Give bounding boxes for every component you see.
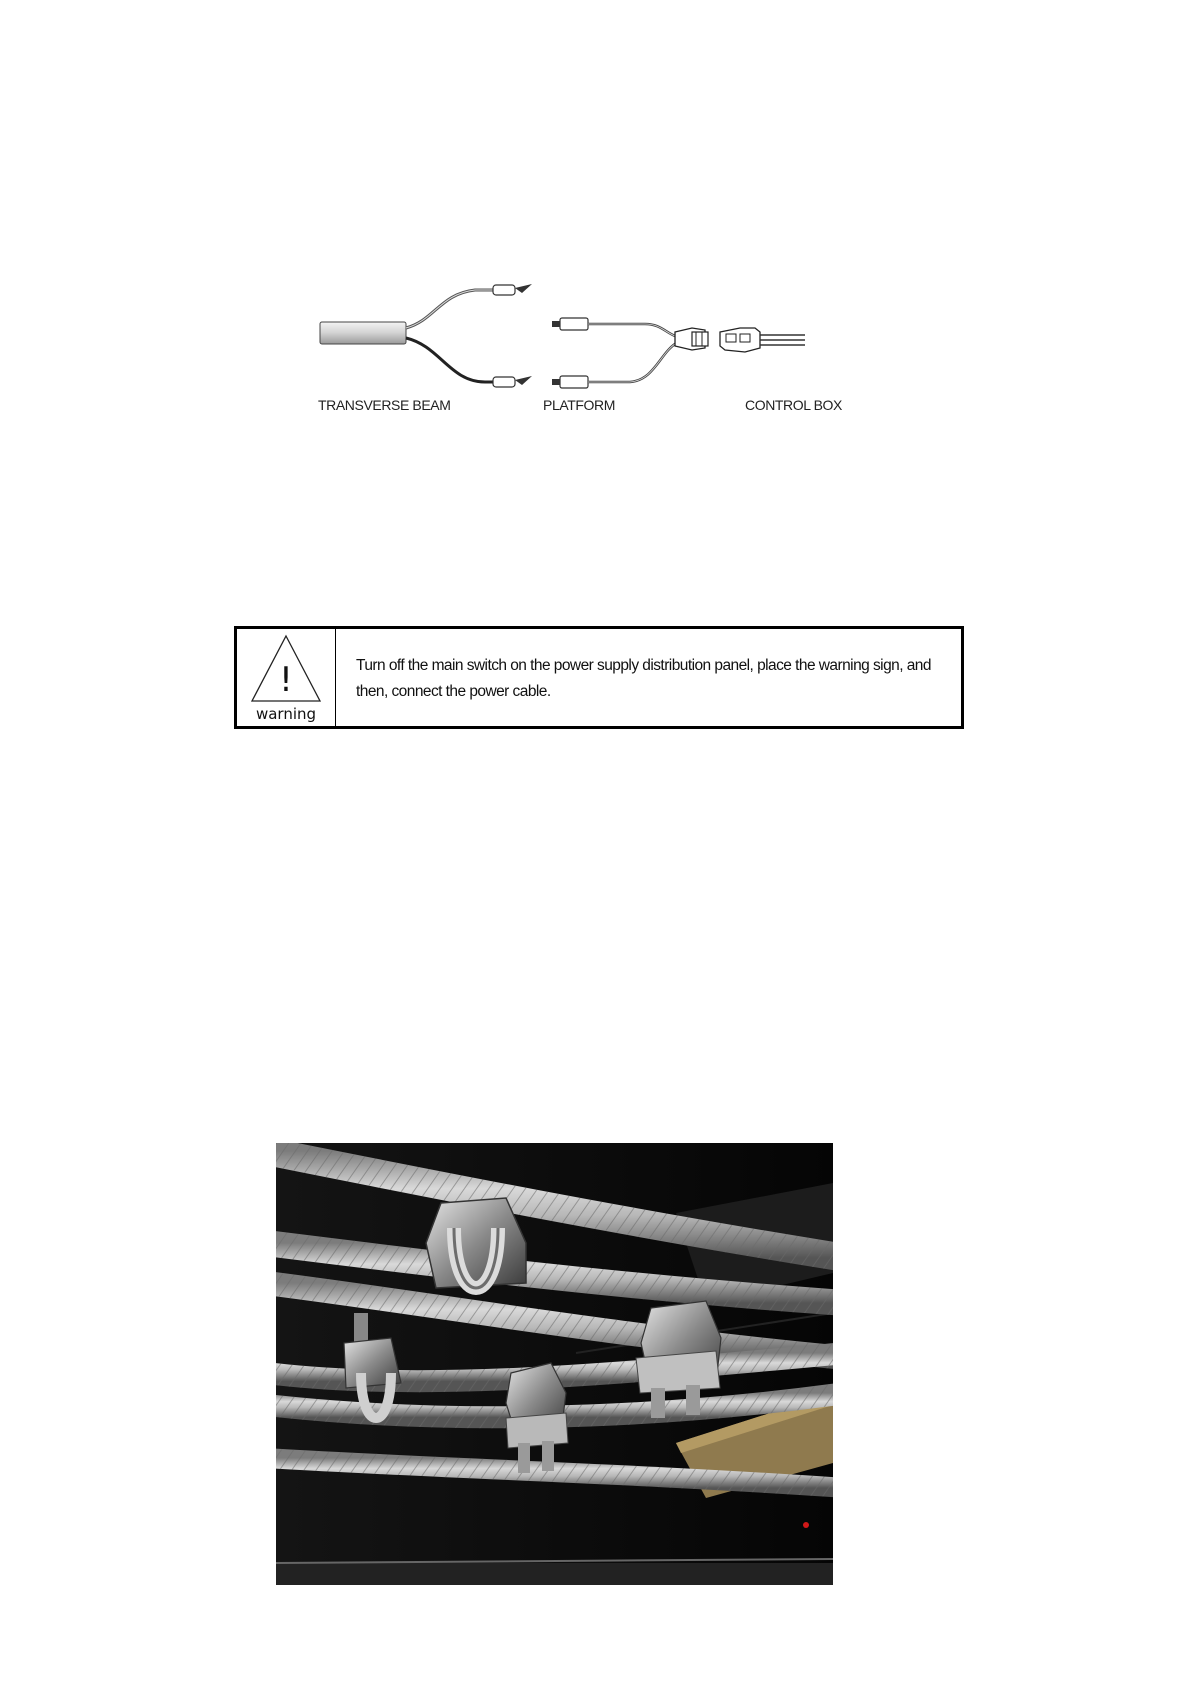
warning-message-line-2: then, connect the power cable. — [356, 683, 551, 700]
warning-label: warning — [255, 705, 317, 723]
warning-message — [336, 629, 939, 726]
warning-exclamation: ! — [279, 660, 293, 700]
transverse-beam-label: TRANSVERSE BEAM — [318, 397, 451, 413]
platform-cable — [552, 318, 708, 388]
platform-label: PLATFORM — [543, 397, 615, 413]
warning-icon-cell — [237, 629, 336, 726]
warning-message-line-1: Turn off the main switch on the power supply distribution panel, place the warning sign, and — [356, 657, 931, 674]
transverse-beam-cable — [320, 284, 532, 387]
warning-notice — [234, 626, 964, 729]
control-box-label: CONTROL BOX — [745, 397, 842, 413]
control-box-connector — [720, 328, 805, 352]
wire-rope-clips-photo — [276, 1143, 833, 1585]
warning-triangle-icon — [249, 633, 323, 709]
wire-rope-clip — [426, 1198, 526, 1288]
